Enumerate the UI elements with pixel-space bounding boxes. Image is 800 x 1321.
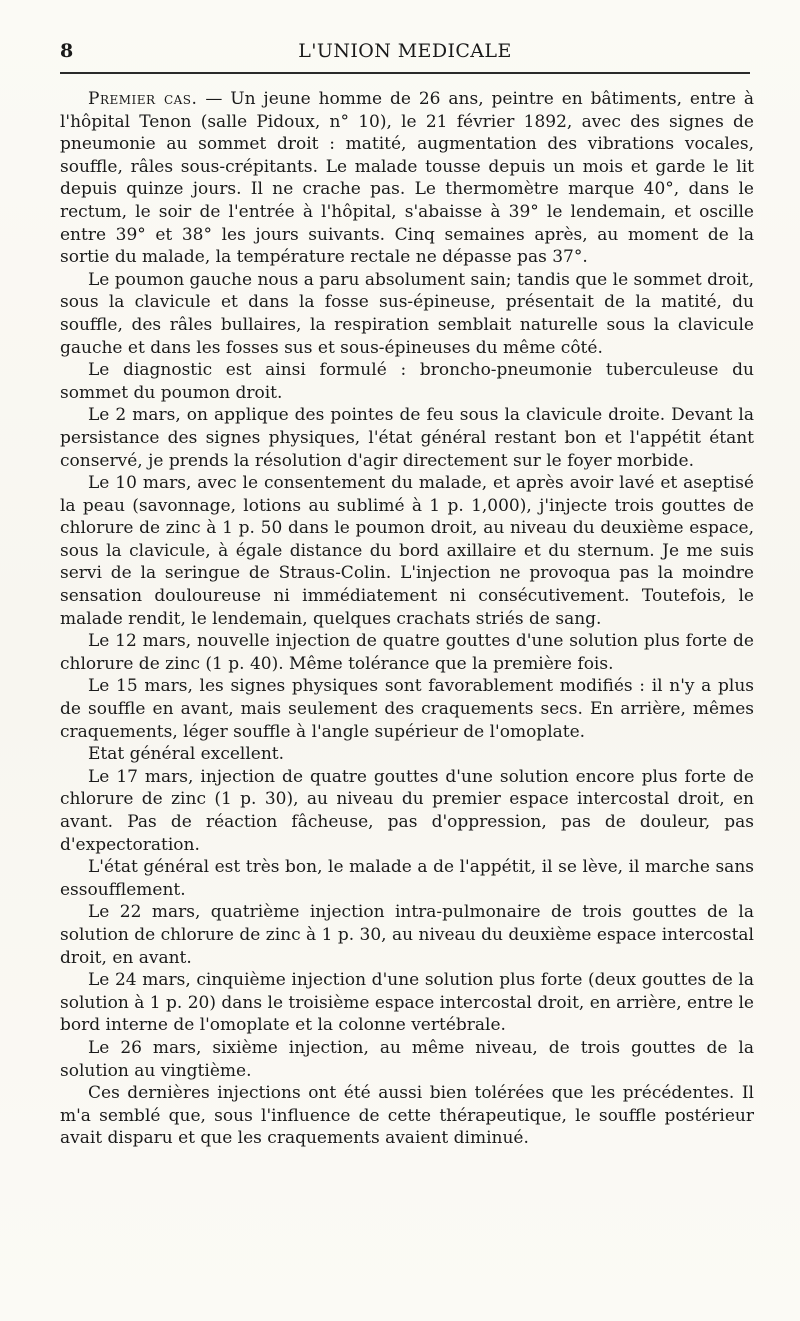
- paragraph: [60, 88, 754, 269]
- page-header: [60, 36, 750, 68]
- paragraph: Le 22 mars, quatrième injection intra-pulmonaire de trois gouttes de la solution de chlorure de zinc à 1 p. 30, au niveau du deuxième espace intercostal droit, en avant.: [60, 902, 754, 968]
- paragraph: Etat général excellent.: [88, 744, 285, 765]
- paragraph: Le 2 mars, on applique des pointes de feu sous la clavicule droite. Devant la persistance des signes physiques, l'état général restant bon et l'appétit étant conservé, je prends la résolution d'agir directement sur le foyer morbide.: [60, 405, 754, 471]
- paragraph: Ces dernières injections ont été aussi bien tolérées que les précédentes. Il m'a semblé que, sous l'influence de cette thérapeutique, le souffle postérieur avait disparu et que les craquements avaient diminué.: [60, 1083, 754, 1149]
- paragraph: Le 24 mars, cinquième injection d'une solution plus forte (deux gouttes de la solution à 1 p. 20) dans le troisième espace intercostal droit, en arrière, entre le bord interne de l'omoplate et la colonne vertébrale.: [60, 970, 754, 1036]
- paragraph: Le 17 mars, injection de quatre gouttes d'une solution encore plus forte de chlorure de zinc (1 p. 30), au niveau du premier espace intercostal droit, en avant. Pas de réaction fâcheuse, pas d'oppression, pas de douleur, pas d'expectoration.: [60, 766, 754, 855]
- paragraph-text: — Un jeune homme de 26 ans, peintre en bâtiments, entre à l'hôpital Tenon (salle Pidoux, n° 10), le 21 février 1892, avec des signes de pneumonie au sommet droit : matité, augmentation des vibrations vocales, souffle, râles sous-crépitants. Le malade tousse depuis un mois et garde le lit depuis quinze jours. Il ne crache pas. Le thermomètre marque 40°, dans le rectum, le soir de l'entrée à l'hôpital, s'abaisse à 39° le lendemain, et oscille entre 39° et 38° les jours suivants. Cinq semaines après, au moment de la sortie du malade, la température rectale ne dépasse pas 37°.: [60, 89, 754, 268]
- article-body: [60, 88, 754, 1150]
- paragraph: L'état général est très bon, le malade a de l'appétit, il se lève, il marche sans essoufflement.: [60, 857, 754, 900]
- paragraph: Le 15 mars, les signes physiques sont favorablement modifiés : il n'y a plus de souffle en avant, mais seulement des craquements secs. En arrière, mêmes craquements, léger souffle à l'angle supérieur de l'omoplate.: [60, 676, 754, 742]
- paragraph: Le 26 mars, sixième injection, au même niveau, de trois gouttes de la solution au vingtième.: [60, 1037, 754, 1081]
- paragraph: Le poumon gauche nous a paru absolument sain; tandis que le sommet droit, sous la clavicule et dans la fosse sus-épineuse, présentait de la matité, du souffle, des râles bullaires, la respiration semblait naturelle sous la clavicule gauche et dans les fosses sus et sous-épineuses du même côté.: [60, 269, 754, 358]
- page-number: 8: [60, 40, 74, 62]
- case-heading: Premier cas.: [88, 89, 198, 109]
- paragraph: Le 12 mars, nouvelle injection de quatre gouttes d'une solution plus forte de chlorure de zinc (1 p. 40). Même tolérance que la première fois.: [60, 631, 754, 674]
- paragraph: Le diagnostic est ainsi formulé : broncho-pneumonie tuberculeuse du sommet du poumon droit.: [60, 360, 754, 403]
- running-title: L'UNION MEDICALE: [298, 40, 512, 62]
- paragraph: Le 10 mars, avec le consentement du malade, et après avoir lavé et aseptisé la peau (savonnage, lotions au sublimé à 1 p. 1,000), j'injecte trois gouttes de chlorure de zinc à 1 p. 50 dans le poumon droit, au niveau du deuxième espace, sous la clavicule, à égale distance du bord axillaire et du sternum. Je me suis servi de la seringue de Straus-Colin. L'injection ne provoqua pas la moindre sensation douloureuse ni immédiatement ni consécutivement. Toutefois, le malade rendit, le lendemain, quelques crachats striés de sang.: [60, 473, 754, 629]
- header-rule: [60, 72, 750, 74]
